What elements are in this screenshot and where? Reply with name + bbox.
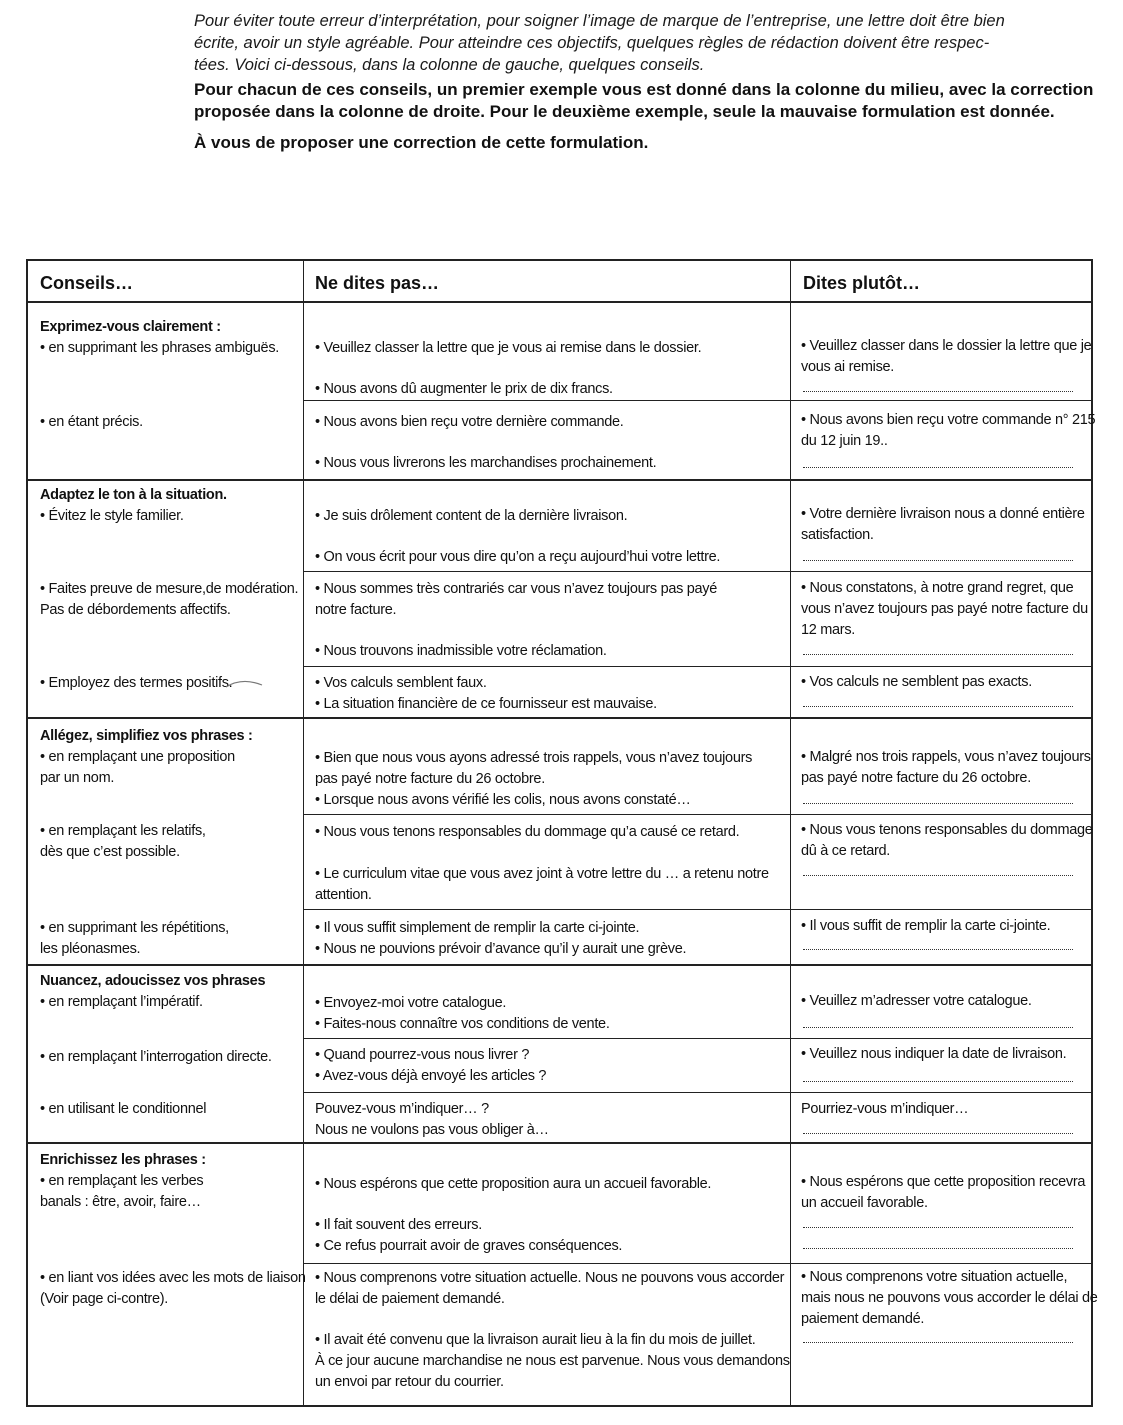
intro-italic-line: écrite, avoir un style agréable. Pour atteindre ces objectifs, quelques règles de rédaction doivent être respec- (194, 34, 990, 52)
bad-example: • La situation financière de ce fournisseur est mauvaise. (315, 696, 657, 712)
correction-text: • Il vous suffit de remplir la carte ci-jointe. (801, 918, 1051, 934)
correction-text: • Veuillez nous indiquer la date de livraison. (801, 1046, 1067, 1062)
answer-line[interactable] (803, 391, 1073, 392)
pen-stroke-mark (224, 679, 264, 689)
conseil-text: • Évitez le style familier. (40, 508, 184, 524)
correction-text: Pourriez-vous m’indiquer… (801, 1101, 969, 1117)
bad-example: • Il avait été convenu que la livraison aurait lieu à la fin du mois de juillet. (315, 1332, 756, 1348)
correction-text: • Votre dernière livraison nous a donné entière (801, 506, 1085, 522)
section-divider (28, 479, 1091, 481)
bad-example: • Nous avons dû augmenter le prix de dix francs. (315, 381, 613, 397)
bad-example: • Vos calculs semblent faux. (315, 675, 487, 691)
correction-text: • Nous espérons que cette proposition recevra (801, 1174, 1086, 1190)
conseil-text: • en supprimant les phrases ambiguës. (40, 340, 279, 356)
correction-text: • Nous comprenons votre situation actuelle, (801, 1269, 1068, 1285)
correction-text: • Malgré nos trois rappels, vous n’avez toujours (801, 749, 1091, 765)
header-dites-plutot: Dites plutôt… (803, 273, 920, 293)
conseil-text: (Voir page ci-contre). (40, 1291, 168, 1307)
bad-example: • Lorsque nous avons vérifié les colis, nous avons constaté… (315, 792, 691, 808)
bad-example: • Nous avons bien reçu votre dernière commande. (315, 414, 624, 430)
bad-example: • Nous comprenons votre situation actuelle. Nous ne pouvons vous accorder (315, 1270, 785, 1286)
answer-line[interactable] (803, 949, 1073, 950)
conseil-text: • en liant vos idées avec les mots de liaison (40, 1270, 306, 1286)
conseil-text: dès que c’est possible. (40, 844, 180, 860)
bad-example: • Il vous suffit simplement de remplir la carte ci-jointe. (315, 920, 640, 936)
intro-instruction: À vous de proposer une correction de cette formulation. (194, 133, 649, 152)
intro-bold-line: proposée dans la colonne de droite. Pour le deuxième exemple, seule la mauvaise formulation est donnée. (194, 102, 1055, 121)
intro-italic-line: Pour éviter toute erreur d’interprétation, pour soigner l’image de marque de l’entreprise, une lettre doit être bien (194, 12, 1005, 30)
correction-text: paiement demandé. (801, 1311, 925, 1327)
correction-text: • Veuillez m’adresser votre catalogue. (801, 993, 1032, 1009)
section-divider (28, 717, 1091, 719)
conseil-text: • Faites preuve de mesure,de modération. (40, 581, 299, 597)
conseil-text: • en supprimant les répétitions, (40, 920, 229, 936)
bad-example: le délai de paiement demandé. (315, 1291, 505, 1307)
correction-text: vous n’avez toujours pas payé notre facture du (801, 601, 1088, 617)
bad-example: pas payé notre facture du 26 octobre. (315, 771, 545, 787)
bad-example: • Quand pourrez-vous nous livrer ? (315, 1047, 530, 1063)
row-divider (303, 400, 1091, 401)
correction-text: • Vos calculs ne semblent pas exacts. (801, 674, 1032, 690)
bad-example: • Bien que nous vous ayons adressé trois rappels, vous n’avez toujours (315, 750, 753, 766)
conseil-text: • en remplaçant l’interrogation directe. (40, 1049, 272, 1065)
row-divider (303, 909, 1091, 910)
column-divider (303, 261, 304, 1405)
bad-example: • On vous écrit pour vous dire qu’on a reçu aujourd’hui votre lettre. (315, 549, 721, 565)
bad-example: • Envoyez-moi votre catalogue. (315, 995, 507, 1011)
answer-line[interactable] (803, 1248, 1073, 1249)
conseil-text: • en remplaçant une proposition (40, 749, 235, 765)
bad-example: • Nous espérons que cette proposition aura un accueil favorable. (315, 1176, 712, 1192)
conseil-text: par un nom. (40, 770, 115, 786)
answer-line[interactable] (803, 706, 1073, 707)
section-title: Exprimez-vous clairement : (40, 319, 221, 335)
correction-text: dû à ce retard. (801, 843, 890, 859)
correction-text: • Veuillez classer dans le dossier la lettre que je (801, 338, 1092, 354)
bad-example: • Avez-vous déjà envoyé les articles ? (315, 1068, 547, 1084)
row-divider (303, 666, 1091, 667)
bad-example: • Ce refus pourrait avoir de graves conséquences. (315, 1238, 623, 1254)
section-divider (28, 964, 1091, 966)
correction-text: mais nous ne pouvons vous accorder le délai de (801, 1290, 1098, 1306)
bad-example: un envoi par retour du courrier. (315, 1374, 504, 1390)
intro (194, 10, 1099, 154)
answer-line[interactable] (803, 1342, 1073, 1343)
advice-table (26, 259, 1098, 1407)
conseil-text: les pléonasmes. (40, 941, 141, 957)
answer-line[interactable] (803, 467, 1073, 468)
bad-example: • Nous sommes très contrariés car vous n’avez toujours pas payé (315, 581, 718, 597)
bad-example: Pouvez-vous m’indiquer… ? (315, 1101, 489, 1117)
bad-example: • Le curriculum vitae que vous avez joint à votre lettre du … a retenu notre (315, 866, 769, 882)
bad-example: • Nous trouvons inadmissible votre réclamation. (315, 643, 607, 659)
correction-text: du 12 juin 19.. (801, 433, 888, 449)
conseil-text: • en remplaçant les verbes (40, 1173, 204, 1189)
correction-text: • Nous avons bien reçu votre commande n° 215 (801, 412, 1096, 428)
section-title: Adaptez le ton à la situation. (40, 487, 227, 503)
bad-example: • Nous ne pouvions prévoir d’avance qu’il y aurait une grève. (315, 941, 687, 957)
section-title: Nuancez, adoucissez vos phrases (40, 973, 266, 989)
row-divider (303, 814, 1091, 815)
correction-text: • Nous constatons, à notre grand regret, que (801, 580, 1074, 596)
section-title: Enrichissez les phrases : (40, 1152, 206, 1168)
bad-example: • Nous vous tenons responsables du dommage qu’a causé ce retard. (315, 824, 740, 840)
answer-line[interactable] (803, 654, 1073, 655)
answer-line[interactable] (803, 875, 1073, 876)
column-divider (790, 261, 791, 1405)
conseil-text: • en remplaçant les relatifs, (40, 823, 206, 839)
correction-text: vous ai remise. (801, 359, 895, 375)
correction-text: • Nous vous tenons responsables du dommage (801, 822, 1093, 838)
header-conseils: Conseils… (40, 273, 134, 293)
row-divider (303, 1092, 1091, 1093)
answer-line[interactable] (803, 1227, 1073, 1228)
header-ne-dites-pas: Ne dites pas… (315, 273, 440, 293)
bad-example: notre facture. (315, 602, 397, 618)
conseil-text: • Employez des termes positifs. (40, 675, 233, 691)
bad-example: À ce jour aucune marchandise ne nous est parvenue. Nous vous demandons (315, 1353, 790, 1369)
row-divider (303, 1263, 1091, 1264)
answer-line[interactable] (803, 1027, 1073, 1028)
conseil-text: Pas de débordements affectifs. (40, 602, 231, 618)
section-divider (28, 1142, 1091, 1144)
conseil-text: • en remplaçant l’impératif. (40, 994, 203, 1010)
bad-example: Nous ne voulons pas vous obliger à… (315, 1122, 549, 1138)
row-divider (303, 1038, 1091, 1039)
row-divider (303, 571, 1091, 572)
correction-text: satisfaction. (801, 527, 874, 543)
answer-line[interactable] (803, 560, 1073, 561)
correction-text: un accueil favorable. (801, 1195, 928, 1211)
bad-example: attention. (315, 887, 372, 903)
intro-italic-line: tées. Voici ci-dessous, dans la colonne de gauche, quelques conseils. (194, 56, 705, 74)
correction-text: pas payé notre facture du 26 octobre. (801, 770, 1031, 786)
bad-example: • Nous vous livrerons les marchandises prochainement. (315, 455, 657, 471)
answer-line[interactable] (803, 1133, 1073, 1134)
section-title: Allégez, simplifiez vos phrases : (40, 728, 253, 744)
answer-line[interactable] (803, 803, 1073, 804)
conseil-text: banals : être, avoir, faire… (40, 1194, 201, 1210)
intro-bold-line: Pour chacun de ces conseils, un premier exemple vous est donné dans la colonne du milieu, avec la correction (194, 80, 1094, 99)
correction-text: 12 mars. (801, 622, 856, 638)
header-divider (28, 301, 1091, 303)
conseil-text: • en étant précis. (40, 414, 143, 430)
answer-line[interactable] (803, 1081, 1073, 1082)
bad-example: • Faites-nous connaître vos conditions de vente. (315, 1016, 610, 1032)
bad-example: • Veuillez classer la lettre que je vous ai remise dans le dossier. (315, 340, 702, 356)
bad-example: • Je suis drôlement content de la dernière livraison. (315, 508, 628, 524)
bad-example: • Il fait souvent des erreurs. (315, 1217, 482, 1233)
conseil-text: • en utilisant le conditionnel (40, 1101, 207, 1117)
